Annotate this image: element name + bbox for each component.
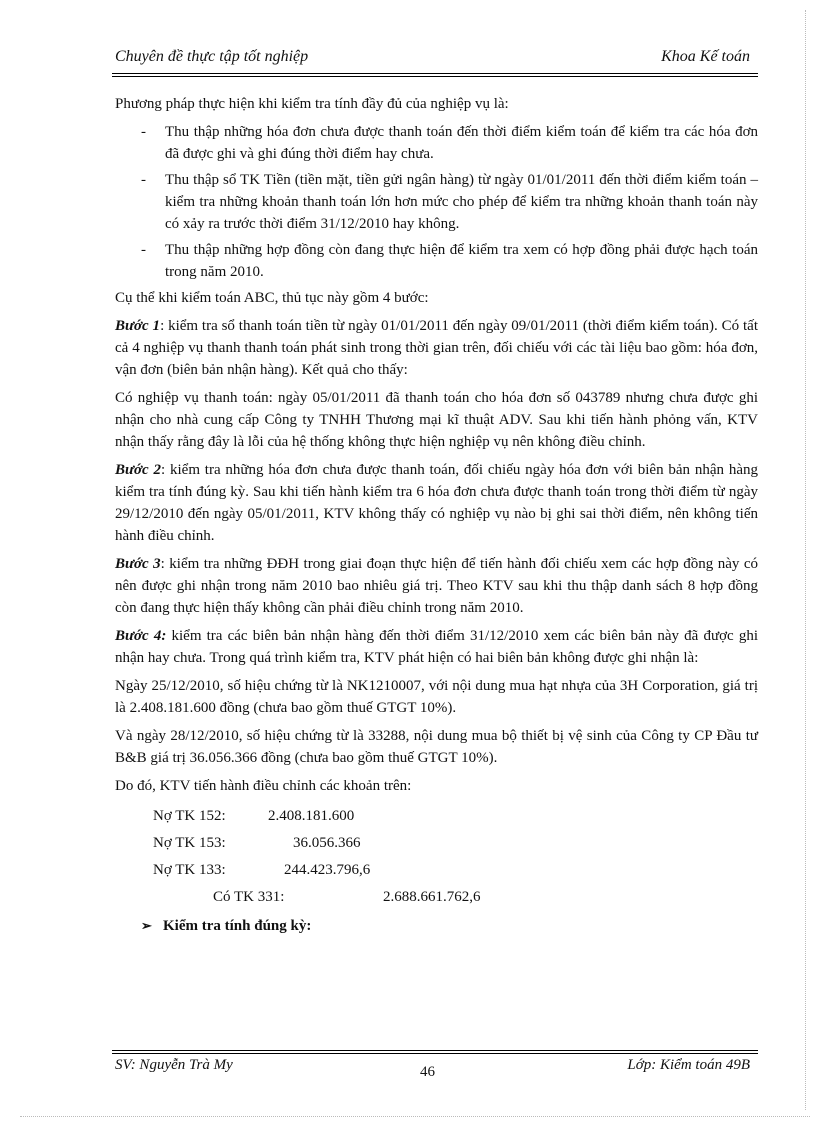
page-edge-right — [805, 10, 810, 1110]
step-3-label: Bước 3 — [115, 556, 161, 572]
page-header — [115, 48, 750, 66]
step-1-paragraph — [115, 315, 758, 381]
journal-entry-credit-331 — [115, 884, 758, 911]
entry-account: Nợ TK 133: — [153, 862, 226, 878]
bullet-item — [115, 121, 758, 165]
header-rule — [112, 73, 758, 77]
entry-amount: 2.408.181.600 — [268, 808, 355, 824]
section-subheading — [115, 915, 758, 937]
step-4-paragraph — [115, 625, 758, 669]
footer-student: SV: Nguyễn Trà My — [115, 1057, 233, 1073]
record-1-paragraph: Ngày 25/12/2010, số hiệu chứng từ là NK1210007, với nội dung mua hạt nhựa của 3H Corporation, giá trị là 2.408.181.600 đồng (chưa bao gồm thuế GTGT 10%). — [115, 678, 758, 716]
page-edge-bottom — [20, 1116, 810, 1118]
entry-account: Nợ TK 153: — [153, 835, 226, 851]
header-title: Chuyên đề thực tập tốt nghiệp — [115, 48, 309, 65]
step-3-text: : kiểm tra những ĐĐH trong giai đoạn thực hiện để tiến hành đối chiếu xem các hợp đồng này có nên được ghi nhận trong năm 2010 bao nhiêu giá trị. Theo KTV sau khi thu thập danh sách 8 hợp đồng còn đang thực hiện thấy không cần phải điều chỉnh trong năm 2010. — [115, 556, 758, 616]
step-2-paragraph — [115, 459, 758, 547]
bullet-mark: - — [141, 124, 146, 140]
document-body — [115, 93, 758, 937]
journal-entry-debit-133 — [115, 857, 758, 884]
bullet-item — [115, 239, 758, 283]
entry-account: Có TK 331: — [213, 889, 285, 905]
entry-amount: 36.056.366 — [293, 835, 361, 851]
intro-paragraph: Phương pháp thực hiện khi kiểm tra tính đầy đủ của nghiệp vụ là: — [115, 96, 509, 112]
adjust-intro: Do đó, KTV tiến hành điều chỉnh các khoản trên: — [115, 778, 412, 794]
footer-class: Lớp: Kiểm toán 49B — [627, 1057, 750, 1073]
journal-entry-debit-152 — [115, 803, 758, 830]
bullet-text: Thu thập những hợp đồng còn đang thực hiện để kiểm tra xem có hợp đồng phải được hạch toán trong năm 2010. — [165, 242, 758, 280]
entry-amount: 244.423.796,6 — [284, 862, 371, 878]
steps-intro: Cụ thể khi kiểm toán ABC, thủ tục này gồm 4 bước: — [115, 290, 429, 306]
journal-entry-debit-153 — [115, 830, 758, 857]
step-3-paragraph — [115, 553, 758, 619]
step-1-text: : kiểm tra sổ thanh toán tiền từ ngày 01/01/2011 đến ngày 09/01/2011 (thời điểm kiểm toán). Có tất cả 4 nghiệp vụ thanh thanh toán phát sinh trong thời gian trên, đối chiếu với các tài liệu bao gồm: hóa đơn, vận đơn (biên bản nhận hàng). Kết quả cho thấy: — [115, 318, 759, 378]
page-number: 46 — [420, 1064, 435, 1080]
record-2-paragraph: Và ngày 28/12/2010, số hiệu chứng từ là 33288, nội dung mua bộ thiết bị vệ sinh của Công ty CP Đầu tư B&B giá trị 36.056.366 đồng (chưa bao gồm thuế GTGT 10%). — [115, 728, 758, 766]
header-department: Khoa Kế toán — [661, 48, 750, 65]
step-1-label: Bước 1 — [115, 318, 161, 334]
bullet-text: Thu thập những hóa đơn chưa được thanh toán đến thời điểm kiểm toán để kiểm tra các hóa đơn đã được ghi và ghi đúng thời điểm hay chưa. — [165, 124, 758, 162]
step-2-label: Bước 2 — [115, 462, 162, 478]
footer-rule — [112, 1050, 758, 1054]
bullet-item — [115, 169, 758, 235]
bullet-text: Thu thập sổ TK Tiền (tiền mặt, tiền gửi ngân hàng) từ ngày 01/01/2011 đến thời điểm kiểm toán – kiểm tra những khoản thanh toán lớn hơn mức cho phép để kiểm tra những khoản thanh toán này có xảy ra trước thời điểm 31/12/2010 hay không. — [165, 172, 758, 232]
bullet-mark: - — [141, 242, 146, 258]
entry-amount: 2.688.661.762,6 — [383, 889, 481, 905]
entry-account: Nợ TK 152: — [153, 808, 226, 824]
arrow-bullet-icon: ➢ — [141, 918, 152, 933]
subheading-text: Kiểm tra tính đúng kỳ: — [163, 918, 312, 934]
step-4-text: kiểm tra các biên bản nhận hàng đến thời điểm 31/12/2010 xem các biên bản này đã được ghi nhận hay chưa. Trong quá trình kiểm tra, KTV phát hiện có hai biên bản không được ghi nhận là: — [115, 628, 758, 666]
bullet-mark: - — [141, 172, 146, 188]
step-2-text: : kiểm tra những hóa đơn chưa được thanh toán, đối chiếu ngày hóa đơn với biên bản nhận hàng kiểm tra tính đúng kỳ. Sau khi tiến hành kiểm tra 6 hóa đơn chưa được thanh toán trong thời điểm từ ngày 29/12/2010 đến ngày 05/01/2011, KTV không thấy có nghiệp vụ nào bị ghi sai thời điểm, nên không tiến hành điều chỉnh. — [115, 462, 758, 544]
step-1-result: Có nghiệp vụ thanh toán: ngày 05/01/2011 đã thanh toán cho hóa đơn số 043789 nhưng chưa được ghi nhận cho nhà cung cấp Công ty TNHH Thương mại kĩ thuật ADV. Sau khi tiến hành phỏng vấn, KTV nhận thấy rằng đây là lỗi của hệ thống không thực hiện nghiệp vụ nên không điều chỉnh. — [115, 390, 758, 450]
step-4-label: Bước 4: — [115, 628, 167, 644]
